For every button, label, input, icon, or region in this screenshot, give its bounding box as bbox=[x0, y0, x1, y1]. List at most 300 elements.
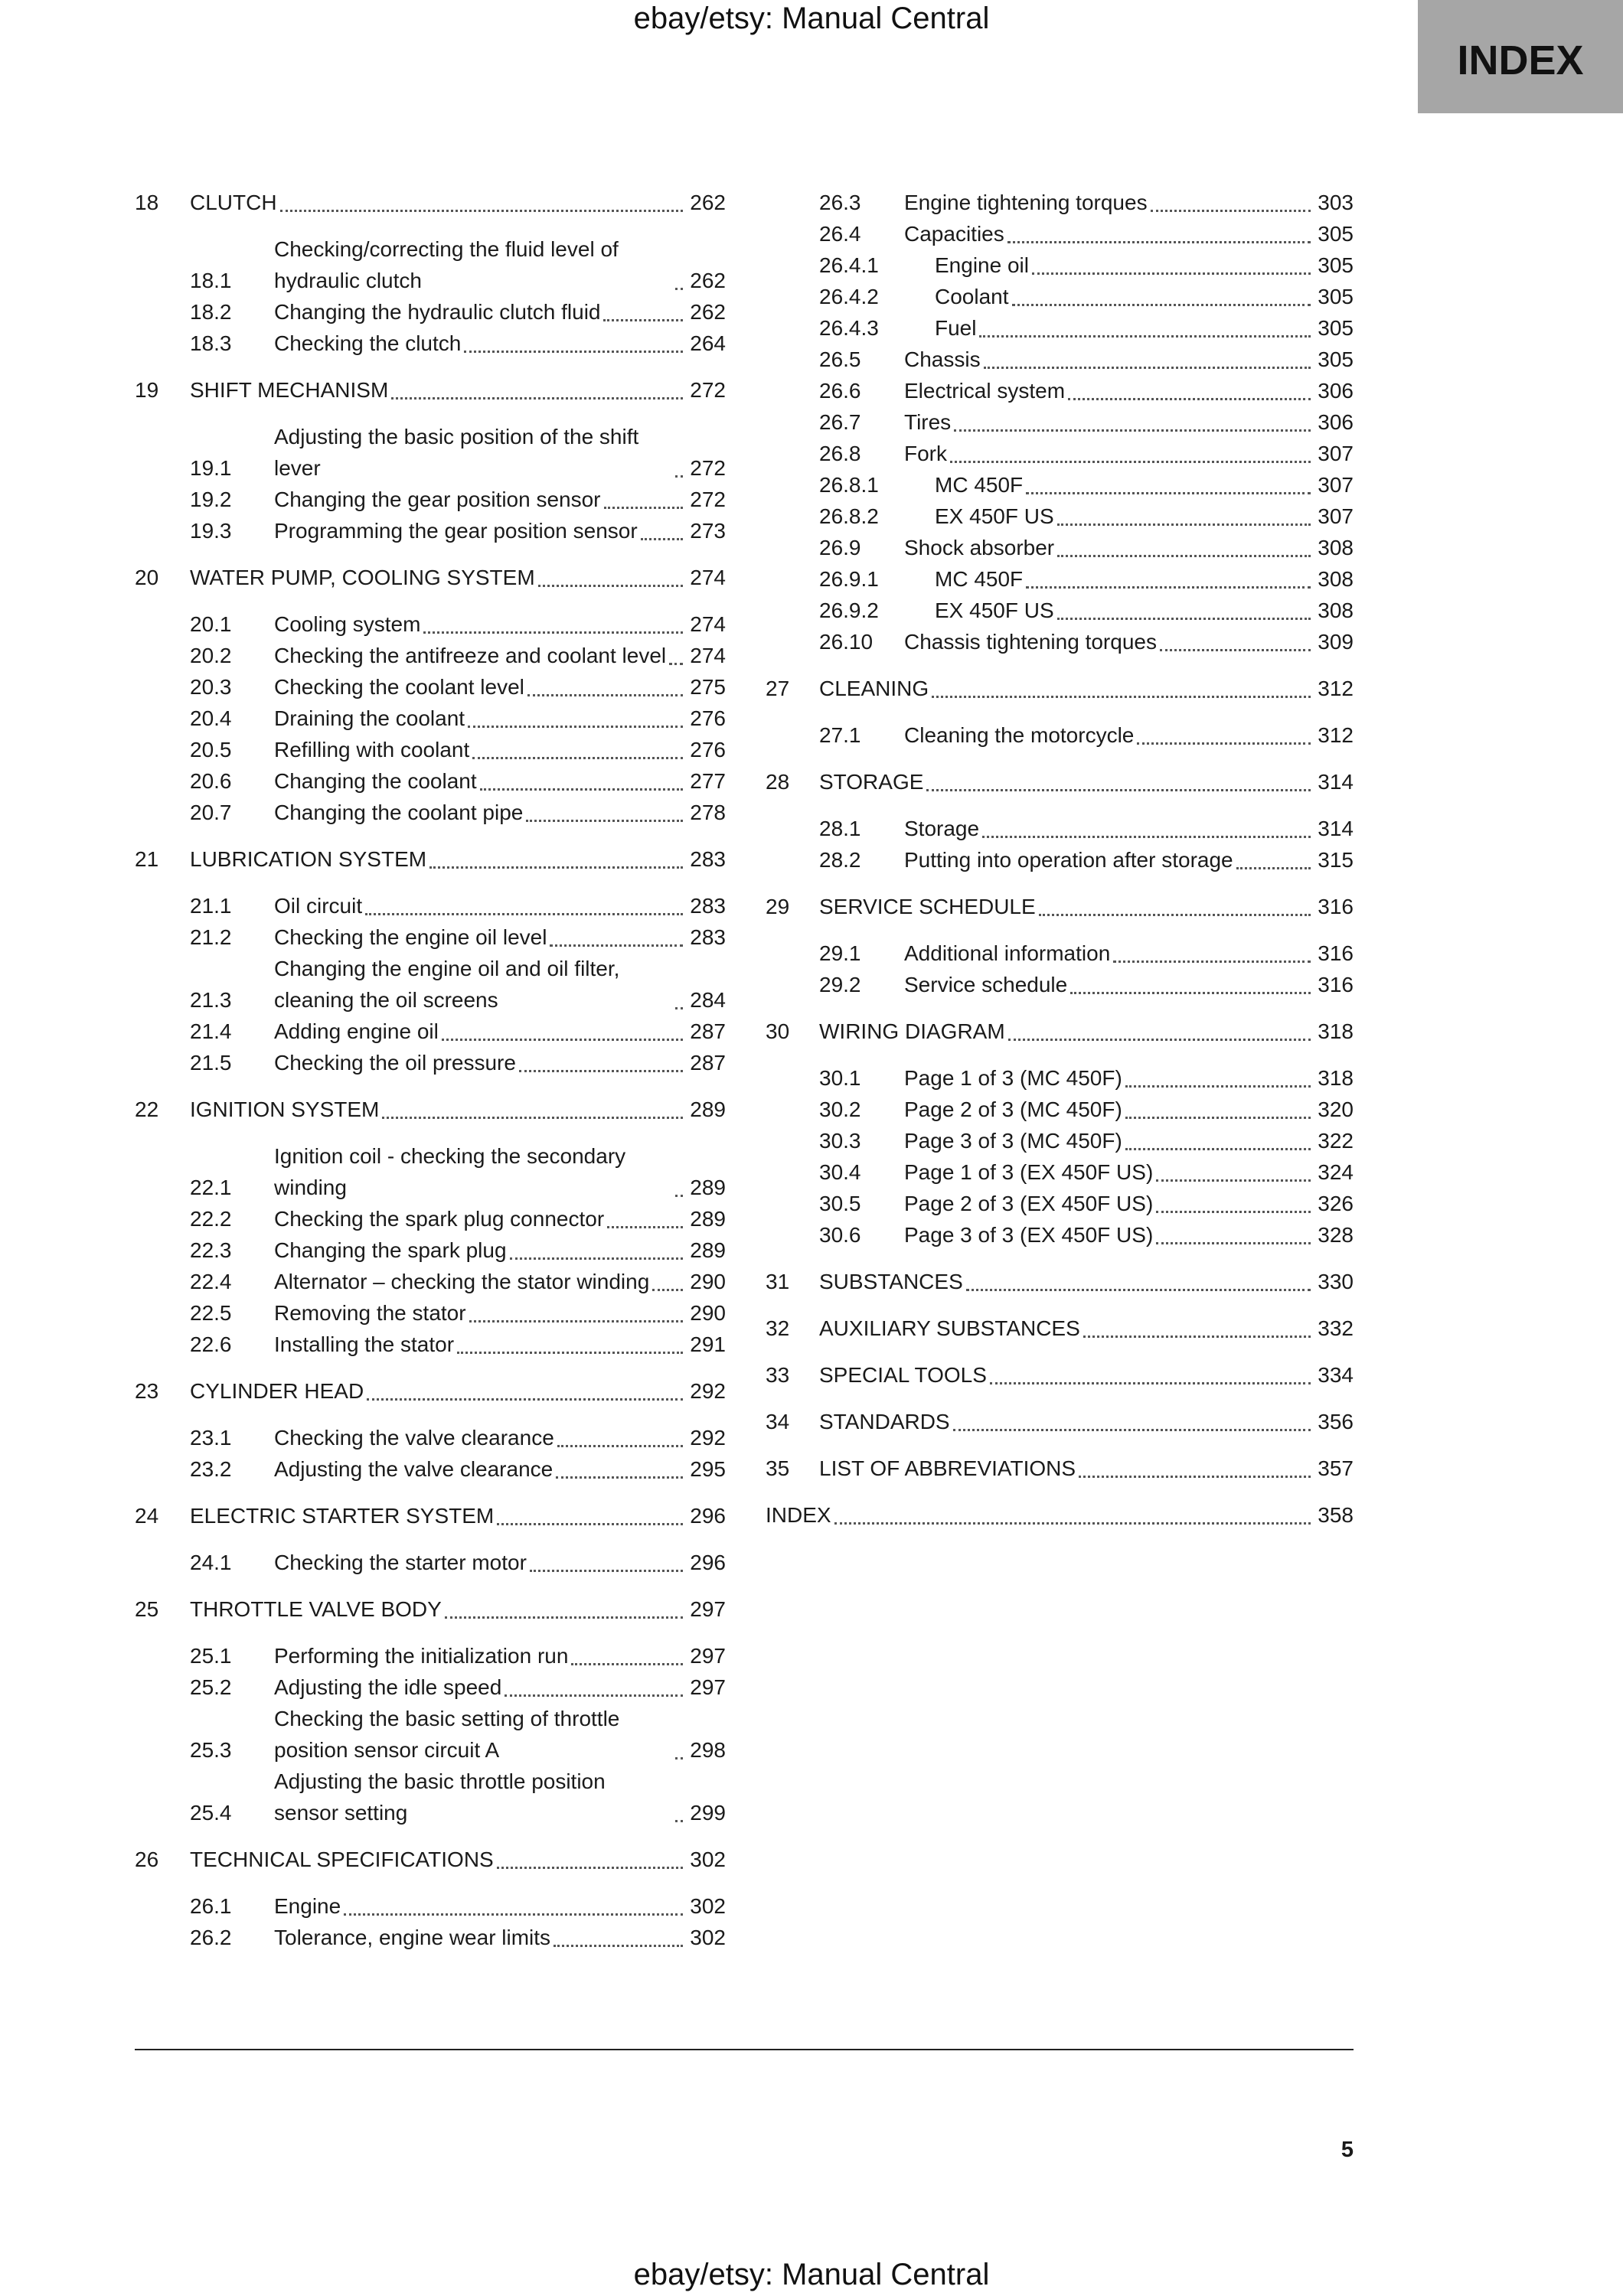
toc-entry-number: 22.6 bbox=[190, 1332, 232, 1356]
toc-entry-body bbox=[274, 1016, 687, 1047]
toc-entry-26-4[interactable] bbox=[766, 218, 1354, 249]
toc-entry-title: LUBRICATION SYSTEM bbox=[190, 847, 427, 871]
toc-entry-25[interactable] bbox=[135, 1593, 726, 1625]
toc-entry-page: 273 bbox=[690, 519, 726, 543]
toc-entry-page: 305 bbox=[1318, 222, 1354, 246]
toc-entry-number: 30.1 bbox=[819, 1066, 861, 1090]
toc-entry-page: 283 bbox=[690, 847, 726, 871]
toc-entry-page: 278 bbox=[690, 801, 726, 824]
toc-entry-page: 299 bbox=[690, 1801, 726, 1825]
toc-entry-page: 276 bbox=[690, 706, 726, 730]
toc-entry-page: 307 bbox=[1318, 442, 1354, 465]
toc-entry-page: 289 bbox=[690, 1097, 726, 1121]
toc-entry-26-8[interactable] bbox=[766, 438, 1354, 469]
toc-leader-dots bbox=[344, 1913, 683, 1916]
toc-entry-22-6[interactable] bbox=[135, 1329, 726, 1360]
toc-entry-number: 26.10 bbox=[819, 630, 874, 654]
toc-entry-title: Service schedule bbox=[904, 973, 1068, 996]
toc-entry-page: 283 bbox=[690, 894, 726, 918]
toc-entry-30-1[interactable] bbox=[766, 1062, 1354, 1094]
toc-entry-page: 274 bbox=[690, 612, 726, 636]
toc-entry-22-2[interactable] bbox=[135, 1203, 726, 1234]
toc-entry-body bbox=[274, 1922, 687, 1953]
toc-entry-body bbox=[819, 1266, 1315, 1297]
toc-entry-number: 27 bbox=[766, 677, 790, 700]
toc-entry-title: Performing the initialization run bbox=[274, 1644, 569, 1668]
toc-entry-title: Changing the gear position sensor bbox=[274, 488, 601, 511]
toc-entry-title: Changing the hydraulic clutch fluid bbox=[274, 300, 601, 324]
toc-entry-32[interactable] bbox=[766, 1313, 1354, 1344]
toc-entry-26-9[interactable] bbox=[766, 532, 1354, 563]
toc-leader-dots bbox=[497, 1522, 683, 1525]
toc-entry-26-1[interactable] bbox=[135, 1890, 726, 1922]
toc-entry-body bbox=[274, 953, 687, 1016]
toc-entry-26-5[interactable] bbox=[766, 344, 1354, 375]
toc-entry-body bbox=[904, 1188, 1315, 1219]
toc-entry-20[interactable] bbox=[135, 562, 726, 593]
toc-entry-body bbox=[904, 813, 1315, 844]
toc-entry-30-6[interactable] bbox=[766, 1219, 1354, 1251]
toc-entry-title: SPECIAL TOOLS bbox=[819, 1363, 987, 1387]
toc-entry-page: 309 bbox=[1318, 630, 1354, 654]
toc-entry-25-1[interactable] bbox=[135, 1640, 726, 1671]
toc-entry-26-4-2[interactable] bbox=[766, 281, 1354, 312]
toc-entry-27-1[interactable] bbox=[766, 719, 1354, 751]
toc-entry-page: 295 bbox=[690, 1457, 726, 1481]
toc-entry-35[interactable] bbox=[766, 1453, 1354, 1484]
toc-entry-number: 25.4 bbox=[190, 1801, 232, 1825]
toc-entry-number: 26.6 bbox=[819, 379, 861, 403]
toc-entry-number: 19.2 bbox=[190, 488, 232, 511]
toc-entry-number: 26.7 bbox=[819, 410, 861, 434]
toc-entry-body bbox=[274, 703, 687, 734]
toc-entry-number: 23.1 bbox=[190, 1426, 232, 1450]
toc-entry-number: 26.5 bbox=[819, 347, 861, 371]
toc-entry-title: Capacities bbox=[904, 222, 1004, 246]
toc-entry-body bbox=[819, 1453, 1315, 1484]
toc-entry-26-4-1[interactable] bbox=[766, 249, 1354, 281]
toc-entry-number: 19 bbox=[135, 378, 159, 402]
toc-entry-index[interactable] bbox=[766, 1499, 1354, 1531]
toc-entry-number: 20 bbox=[135, 566, 159, 589]
toc-entry-page: 312 bbox=[1318, 723, 1354, 747]
toc-leader-dots bbox=[429, 866, 683, 869]
toc-entry-page: 332 bbox=[1318, 1316, 1354, 1340]
toc-entry-page: 262 bbox=[690, 191, 726, 214]
toc-entry-page: 296 bbox=[690, 1504, 726, 1528]
toc-entry-page: 302 bbox=[690, 1848, 726, 1871]
toc-entry-28[interactable] bbox=[766, 766, 1354, 797]
toc-entry-number: 26.8.1 bbox=[819, 473, 879, 497]
toc-leader-dots bbox=[526, 819, 683, 822]
toc-entry-number: 23 bbox=[135, 1379, 159, 1403]
toc-entry-body bbox=[274, 921, 687, 953]
toc-entry-28-1[interactable] bbox=[766, 813, 1354, 844]
toc-entry-26-10[interactable] bbox=[766, 626, 1354, 657]
toc-entry-body bbox=[274, 1640, 687, 1671]
toc-entry-title: Additional information bbox=[904, 941, 1111, 965]
toc-leader-dots bbox=[510, 1257, 683, 1260]
toc-entry-title: Alternator – checking the stator winding bbox=[274, 1270, 650, 1293]
toc-entry-body bbox=[904, 344, 1315, 375]
toc-entry-page: 272 bbox=[690, 456, 726, 480]
toc-leader-dots bbox=[480, 788, 683, 791]
toc-entry-number: 20.6 bbox=[190, 769, 232, 793]
toc-entry-29-2[interactable] bbox=[766, 969, 1354, 1000]
toc-entry-title: Chassis bbox=[904, 347, 981, 371]
toc-entry-body bbox=[274, 1297, 687, 1329]
toc-entry-23-1[interactable] bbox=[135, 1422, 726, 1453]
toc-entry-29[interactable] bbox=[766, 891, 1354, 922]
toc-entry-title: Chassis tightening torques bbox=[904, 630, 1157, 654]
toc-entry-number: 22.2 bbox=[190, 1207, 232, 1231]
toc-entry-body bbox=[274, 1766, 687, 1828]
toc-entry-title: Changing the coolant pipe bbox=[274, 801, 524, 824]
toc-entry-page: 289 bbox=[690, 1238, 726, 1262]
toc-entry-20-6[interactable] bbox=[135, 765, 726, 797]
toc-entry-30-3[interactable] bbox=[766, 1125, 1354, 1156]
toc-entry-title: EX 450F US bbox=[935, 598, 1054, 622]
toc-leader-dots bbox=[1008, 1038, 1311, 1041]
toc-entry-number: 26.9.2 bbox=[819, 598, 879, 622]
toc-leader-dots bbox=[1079, 1475, 1311, 1478]
toc-leader-dots bbox=[1039, 913, 1311, 916]
toc-entry-26-3[interactable] bbox=[766, 187, 1354, 218]
toc-entry-page: 276 bbox=[690, 738, 726, 762]
toc-entry-24[interactable] bbox=[135, 1500, 726, 1531]
toc-entry-number: 25.1 bbox=[190, 1644, 232, 1668]
toc-entry-number: 26 bbox=[135, 1848, 159, 1871]
toc-entry-body bbox=[274, 1422, 687, 1453]
toc-entry-number: 21.1 bbox=[190, 894, 232, 918]
toc-entry-body bbox=[904, 469, 1315, 501]
toc-leader-dots bbox=[1125, 1084, 1311, 1088]
toc-entry-22-4[interactable] bbox=[135, 1266, 726, 1297]
toc-entry-number: 26.3 bbox=[819, 191, 861, 214]
toc-leader-dots bbox=[675, 1194, 683, 1197]
toc-entry-title: Page 2 of 3 (MC 450F) bbox=[904, 1097, 1122, 1121]
toc-leader-dots bbox=[1236, 866, 1311, 869]
toc-leader-dots bbox=[1151, 209, 1311, 212]
toc-entry-23[interactable] bbox=[135, 1375, 726, 1407]
toc-leader-dots bbox=[505, 1694, 683, 1697]
toc-entry-30[interactable] bbox=[766, 1016, 1354, 1047]
toc-entry-number: 22.5 bbox=[190, 1301, 232, 1325]
toc-entry-page: 287 bbox=[690, 1051, 726, 1075]
toc-entry-20-2[interactable] bbox=[135, 640, 726, 671]
toc-entry-title: Checking the starter motor bbox=[274, 1551, 527, 1574]
toc-entry-22[interactable] bbox=[135, 1094, 726, 1125]
toc-entry-title: Electrical system bbox=[904, 379, 1066, 403]
toc-entry-25-4[interactable] bbox=[135, 1766, 726, 1828]
toc-entry-body bbox=[904, 438, 1315, 469]
toc-entry-number: 26.4.1 bbox=[819, 253, 879, 277]
toc-entry-number: 20.3 bbox=[190, 675, 232, 699]
toc-entry-number: 29.2 bbox=[819, 973, 861, 996]
toc-entry-title: STANDARDS bbox=[819, 1410, 950, 1433]
toc-entry-body bbox=[904, 312, 1315, 344]
toc-entry-body bbox=[904, 1219, 1315, 1251]
toc-entry-page: 272 bbox=[690, 488, 726, 511]
toc-entry-page: 305 bbox=[1318, 253, 1354, 277]
toc-entry-25-2[interactable] bbox=[135, 1671, 726, 1703]
toc-entry-body bbox=[274, 328, 687, 359]
toc-entry-title: Programming the gear position sensor bbox=[274, 519, 638, 543]
watermark-bottom: ebay/etsy: Manual Central bbox=[633, 2258, 990, 2291]
toc-entry-21-1[interactable] bbox=[135, 890, 726, 921]
toc-entry-19-3[interactable] bbox=[135, 515, 726, 546]
toc-entry-26-2[interactable] bbox=[135, 1922, 726, 1953]
toc-leader-dots bbox=[557, 1444, 683, 1447]
toc-entry-title: Adjusting the basic throttle position sensor setting bbox=[274, 1769, 606, 1825]
toc-entry-body bbox=[274, 671, 687, 703]
toc-entry-18-2[interactable] bbox=[135, 296, 726, 328]
toc-entry-page: 316 bbox=[1318, 973, 1354, 996]
toc-entry-page: 330 bbox=[1318, 1270, 1354, 1293]
toc-entry-18-3[interactable] bbox=[135, 328, 726, 359]
toc-entry-title: Page 1 of 3 (EX 450F US) bbox=[904, 1160, 1154, 1184]
toc-entry-26-9-1[interactable] bbox=[766, 563, 1354, 595]
toc-entry-30-4[interactable] bbox=[766, 1156, 1354, 1188]
toc-entry-number: 33 bbox=[766, 1363, 790, 1387]
toc-leader-dots bbox=[472, 756, 683, 759]
toc-entry-number: 35 bbox=[766, 1456, 790, 1480]
toc-entry-body bbox=[904, 406, 1315, 438]
toc-entry-body bbox=[190, 1375, 687, 1407]
toc-entry-body bbox=[190, 1844, 687, 1875]
toc-entry-page: 320 bbox=[1318, 1097, 1354, 1121]
toc-entry-page: 262 bbox=[690, 300, 726, 324]
toc-entry-21-5[interactable] bbox=[135, 1047, 726, 1078]
toc-entry-18-1[interactable] bbox=[135, 233, 726, 296]
toc-entry-number: 20.1 bbox=[190, 612, 232, 636]
toc-entry-body bbox=[274, 421, 687, 484]
toc-leader-dots bbox=[982, 835, 1311, 838]
toc-leader-dots bbox=[1160, 648, 1311, 651]
toc-entry-28-2[interactable] bbox=[766, 844, 1354, 876]
toc-entry-20-7[interactable] bbox=[135, 797, 726, 828]
toc-entry-title: Changing the spark plug bbox=[274, 1238, 507, 1262]
toc-entry-title: Changing the engine oil and oil filter, cleaning the oil screens bbox=[274, 957, 620, 1012]
toc-entry-body bbox=[904, 501, 1315, 532]
toc-entry-title: Tires bbox=[904, 410, 952, 434]
toc-leader-dots bbox=[1125, 1147, 1311, 1150]
toc-leader-dots bbox=[1156, 1179, 1311, 1182]
toc-entry-20-5[interactable] bbox=[135, 734, 726, 765]
toc-entry-30-5[interactable] bbox=[766, 1188, 1354, 1219]
toc-entry-body bbox=[904, 844, 1315, 876]
toc-entry-number: 25 bbox=[135, 1597, 159, 1621]
toc-entry-20-3[interactable] bbox=[135, 671, 726, 703]
toc-entry-number: 20.5 bbox=[190, 738, 232, 762]
toc-leader-dots bbox=[554, 1944, 683, 1947]
toc-entry-page: 297 bbox=[690, 1644, 726, 1668]
toc-entry-18[interactable] bbox=[135, 187, 726, 218]
toc-entry-33[interactable] bbox=[766, 1359, 1354, 1391]
toc-entry-number: 21.4 bbox=[190, 1019, 232, 1043]
toc-entry-20-1[interactable] bbox=[135, 608, 726, 640]
toc-entry-number: 28.1 bbox=[819, 817, 861, 840]
toc-entry-body bbox=[904, 532, 1315, 563]
toc-entry-23-2[interactable] bbox=[135, 1453, 726, 1485]
toc-entry-19-1[interactable] bbox=[135, 421, 726, 484]
toc-entry-page: 283 bbox=[690, 925, 726, 949]
toc-entry-body bbox=[274, 1234, 687, 1266]
toc-entry-title: Adjusting the basic position of the shift lever bbox=[274, 425, 639, 480]
toc-entry-page: 315 bbox=[1318, 848, 1354, 872]
toc-leader-dots bbox=[1057, 617, 1311, 620]
toc-entry-body bbox=[904, 626, 1315, 657]
toc-left-column bbox=[135, 187, 726, 1953]
toc-entry-body bbox=[819, 1313, 1315, 1344]
toc-entry-21[interactable] bbox=[135, 843, 726, 875]
toc-leader-dots bbox=[519, 1069, 683, 1072]
toc-entry-27[interactable] bbox=[766, 673, 1354, 704]
toc-entry-number: 26.1 bbox=[190, 1894, 232, 1918]
toc-leader-dots bbox=[497, 1866, 683, 1869]
toc-entry-21-2[interactable] bbox=[135, 921, 726, 953]
toc-entry-19[interactable] bbox=[135, 374, 726, 406]
toc-entry-page: 296 bbox=[690, 1551, 726, 1574]
toc-leader-dots bbox=[926, 788, 1311, 791]
toc-entry-body bbox=[274, 1140, 687, 1203]
toc-entry-page: 292 bbox=[690, 1426, 726, 1450]
toc-entry-24-1[interactable] bbox=[135, 1547, 726, 1578]
toc-leader-dots bbox=[1007, 240, 1311, 243]
toc-entry-26-4-3[interactable] bbox=[766, 312, 1354, 344]
toc-entry-body bbox=[274, 296, 687, 328]
toc-entry-title: MC 450F bbox=[935, 567, 1024, 591]
toc-entry-body bbox=[190, 187, 687, 218]
toc-entry-body bbox=[274, 1329, 687, 1360]
toc-entry-body bbox=[274, 484, 687, 515]
toc-entry-title: Changing the coolant bbox=[274, 769, 477, 793]
toc-leader-dots bbox=[469, 1319, 683, 1322]
toc-entry-number: 30.2 bbox=[819, 1097, 861, 1121]
toc-entry-page: 287 bbox=[690, 1019, 726, 1043]
toc-entry-body bbox=[819, 1406, 1315, 1437]
toc-entry-page: 262 bbox=[690, 269, 726, 292]
toc-entry-body bbox=[274, 797, 687, 828]
toc-entry-26-8-1[interactable] bbox=[766, 469, 1354, 501]
toc-entry-21-3[interactable] bbox=[135, 953, 726, 1016]
toc-entry-22-1[interactable] bbox=[135, 1140, 726, 1203]
page-number: 5 bbox=[1341, 2138, 1354, 2162]
toc-entry-number: 19.1 bbox=[190, 456, 232, 480]
toc-entry-page: 316 bbox=[1318, 941, 1354, 965]
toc-entry-number: 19.3 bbox=[190, 519, 232, 543]
toc-leader-dots bbox=[603, 318, 683, 321]
toc-entry-number: 30.5 bbox=[819, 1192, 861, 1215]
toc-entry-title: Engine oil bbox=[935, 253, 1029, 277]
toc-entry-page: 306 bbox=[1318, 379, 1354, 403]
toc-entry-page: 305 bbox=[1318, 316, 1354, 340]
toc-entry-number: 24 bbox=[135, 1504, 159, 1528]
toc-leader-dots bbox=[1083, 1335, 1311, 1338]
toc-entry-number: 18 bbox=[135, 191, 159, 214]
toc-entry-29-1[interactable] bbox=[766, 938, 1354, 969]
toc-entry-number: 28 bbox=[766, 770, 790, 794]
toc-entry-21-4[interactable] bbox=[135, 1016, 726, 1047]
toc-leader-dots bbox=[423, 631, 683, 634]
toc-entry-title: WIRING DIAGRAM bbox=[819, 1019, 1005, 1043]
toc-leader-dots bbox=[280, 209, 683, 212]
toc-entry-number: 30.6 bbox=[819, 1223, 861, 1247]
toc-entry-30-2[interactable] bbox=[766, 1094, 1354, 1125]
toc-entry-26-6[interactable] bbox=[766, 375, 1354, 406]
toc-entry-title: MC 450F bbox=[935, 473, 1024, 497]
toc-entry-body bbox=[274, 1266, 687, 1297]
toc-entry-page: 305 bbox=[1318, 347, 1354, 371]
toc-entry-25-3[interactable] bbox=[135, 1703, 726, 1766]
toc-leader-dots bbox=[1137, 742, 1311, 745]
toc-entry-body bbox=[819, 891, 1315, 922]
toc-entry-title: SERVICE SCHEDULE bbox=[819, 895, 1036, 918]
toc-entry-title: STORAGE bbox=[819, 770, 924, 794]
toc-entry-number: 29.1 bbox=[819, 941, 861, 965]
toc-entry-page: 316 bbox=[1318, 895, 1354, 918]
toc-leader-dots bbox=[675, 475, 683, 478]
toc-entry-number: 18.3 bbox=[190, 331, 232, 355]
toc-leader-dots bbox=[1057, 554, 1311, 557]
toc-entry-page: 302 bbox=[690, 1894, 726, 1918]
toc-leader-dots bbox=[1125, 1116, 1311, 1119]
toc-entry-title: Fork bbox=[904, 442, 947, 465]
toc-entry-body bbox=[904, 281, 1315, 312]
toc-entry-body bbox=[274, 1703, 687, 1766]
toc-entry-title: WATER PUMP, COOLING SYSTEM bbox=[190, 566, 535, 589]
toc-entry-body bbox=[819, 766, 1315, 797]
toc-entry-number: 20.2 bbox=[190, 644, 232, 667]
toc-entry-body bbox=[819, 673, 1315, 704]
toc-entry-title: Checking the engine oil level bbox=[274, 925, 547, 949]
toc-entry-page: 334 bbox=[1318, 1363, 1354, 1387]
toc-entry-title: Storage bbox=[904, 817, 980, 840]
toc-entry-20-4[interactable] bbox=[135, 703, 726, 734]
toc-entry-number: 31 bbox=[766, 1270, 790, 1293]
toc-entry-number: 29 bbox=[766, 895, 790, 918]
toc-entry-26-7[interactable] bbox=[766, 406, 1354, 438]
toc-entry-title: THROTTLE VALVE BODY bbox=[190, 1597, 442, 1621]
toc-entry-title: Oil circuit bbox=[274, 894, 363, 918]
toc-entry-22-5[interactable] bbox=[135, 1297, 726, 1329]
toc-entry-26-8-2[interactable] bbox=[766, 501, 1354, 532]
toc-entry-number: 20.7 bbox=[190, 801, 232, 824]
toc-entry-page: 274 bbox=[690, 644, 726, 667]
toc-entry-22-3[interactable] bbox=[135, 1234, 726, 1266]
toc-leader-dots bbox=[571, 1662, 683, 1665]
toc-entry-number: 26.9 bbox=[819, 536, 861, 559]
toc-leader-dots bbox=[457, 1351, 683, 1354]
toc-entry-26[interactable] bbox=[135, 1844, 726, 1875]
toc-entry-number: 27.1 bbox=[819, 723, 861, 747]
toc-entry-number: 28.2 bbox=[819, 848, 861, 872]
toc-leader-dots bbox=[367, 1397, 683, 1401]
toc-entry-number: 24.1 bbox=[190, 1551, 232, 1574]
toc-entry-title: Checking the valve clearance bbox=[274, 1426, 554, 1450]
toc-entry-26-9-2[interactable] bbox=[766, 595, 1354, 626]
toc-entry-31[interactable] bbox=[766, 1266, 1354, 1297]
toc-entry-number: 34 bbox=[766, 1410, 790, 1433]
toc-entry-19-2[interactable] bbox=[135, 484, 726, 515]
toc-entry-34[interactable] bbox=[766, 1406, 1354, 1437]
toc-entry-body bbox=[904, 375, 1315, 406]
toc-entry-number: 22.1 bbox=[190, 1176, 232, 1199]
toc-entry-body bbox=[904, 218, 1315, 249]
toc-entry-page: 324 bbox=[1318, 1160, 1354, 1184]
toc-entry-title: Adjusting the valve clearance bbox=[274, 1457, 554, 1481]
toc-entry-body bbox=[190, 374, 687, 406]
